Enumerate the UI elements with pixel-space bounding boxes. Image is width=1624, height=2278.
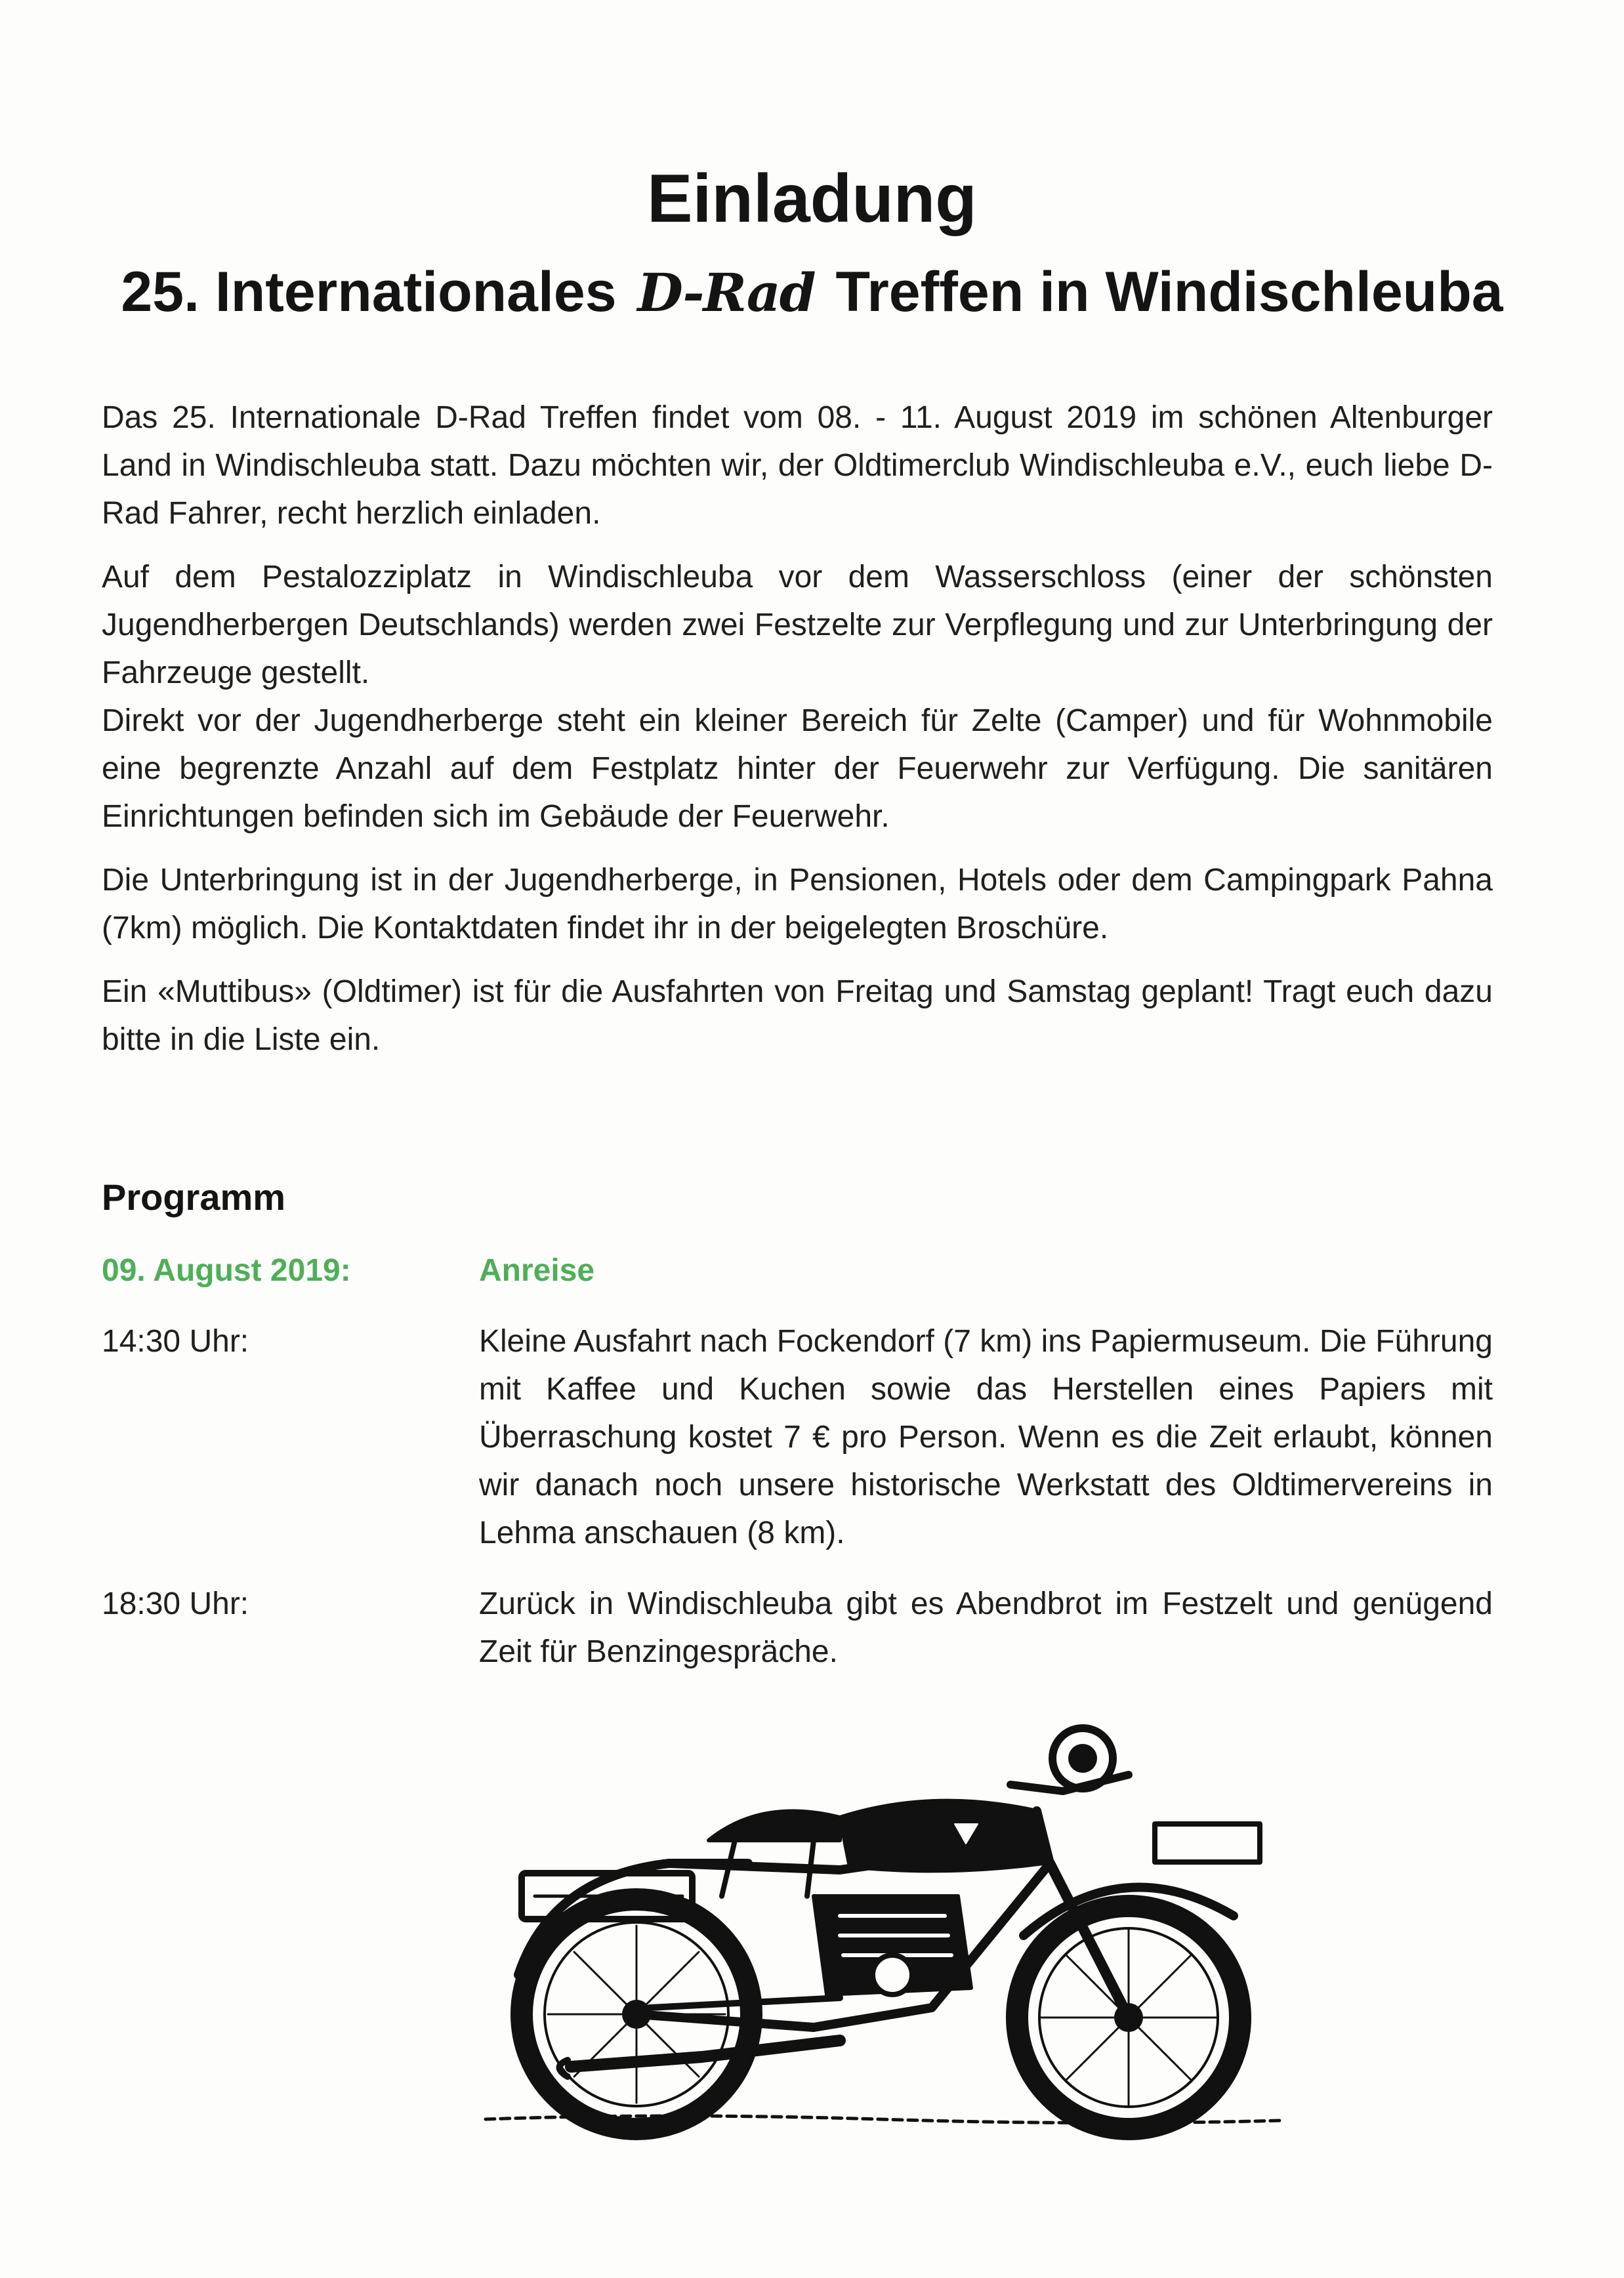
program-item-text: Zurück in Windischleuba gibt es Abendbrot im Festzelt und genügend Zeit für Benzingespräche.: [479, 1586, 1493, 1669]
program-item-text: Kleine Ausfahrt nach Fockendorf (7 km) ins Papiermuseum. Die Führung mit Kaffee und Kuchen sowie das Herstellen eines Papiers mit Überraschung kostet 7 € pro Person. Wenn es die Zeit erlaubt, können wir danach noch unsere historische Werkstatt des Oldtimervereins in Lehma anschauen (8 km).: [479, 1324, 1493, 1550]
intro-paragraph: Direkt vor der Jugendherberge steht ein kleiner Bereich für Zelte (Camper) und für Wohnmobile eine begrenzte Anzahl auf dem Festplatz hinter der Feuerwehr zur Verfügung. Die sanitären Einrichtungen befinden sich im Gebäude der Feuerwehr.: [102, 703, 1493, 834]
subtitle-text-after: Treffen in Windischleuba: [835, 260, 1503, 323]
intro-paragraph: Die Unterbringung ist in der Jugendherberge, in Pensionen, Hotels oder dem Campingpark Pahna (7km) möglich. Die Kontaktdaten findet ihr in der beigelegten Broschüre.: [102, 863, 1493, 945]
program-heading: Programm: [102, 1176, 286, 1218]
intro-paragraph: Ein «Muttibus» (Oldtimer) ist für die Ausfahrten von Freitag und Samstag geplant! Tragt euch dazu bitte in die Liste ein.: [102, 974, 1493, 1057]
program-item-time: 14:30 Uhr:: [102, 1324, 249, 1359]
vintage-motorcycle-icon: [472, 1699, 1286, 2145]
page-subtitle: [0, 256, 1624, 329]
program-item-time: 18:30 Uhr:: [102, 1586, 249, 1621]
page-title: Einladung: [647, 161, 977, 237]
intro-paragraph: Das 25. Internationale D-Rad Treffen findet vom 08. - 11. August 2019 im schönen Altenburger Land in Windischleuba statt. Dazu möchten wir, der Oldtimerclub Windischleuba e.V., euch liebe D-Rad Fahrer, recht herzlich einladen.: [102, 400, 1493, 531]
intro-text: [102, 394, 1493, 1079]
subtitle-text-before: 25. Internationales: [121, 260, 617, 323]
d-rad-logo: D-Rad: [637, 262, 815, 323]
program-day-date: 09. August 2019:: [102, 1253, 351, 1288]
intro-paragraph: Auf dem Pestalozziplatz in Windischleuba vor dem Wasserschloss (einer der schönsten Jugendherbergen Deutschlands) werden zwei Festzelte zur Verpflegung und zur Unterbringung der Fahrzeuge gestellt.: [102, 560, 1493, 690]
program-day-title: Anreise: [479, 1253, 595, 1288]
